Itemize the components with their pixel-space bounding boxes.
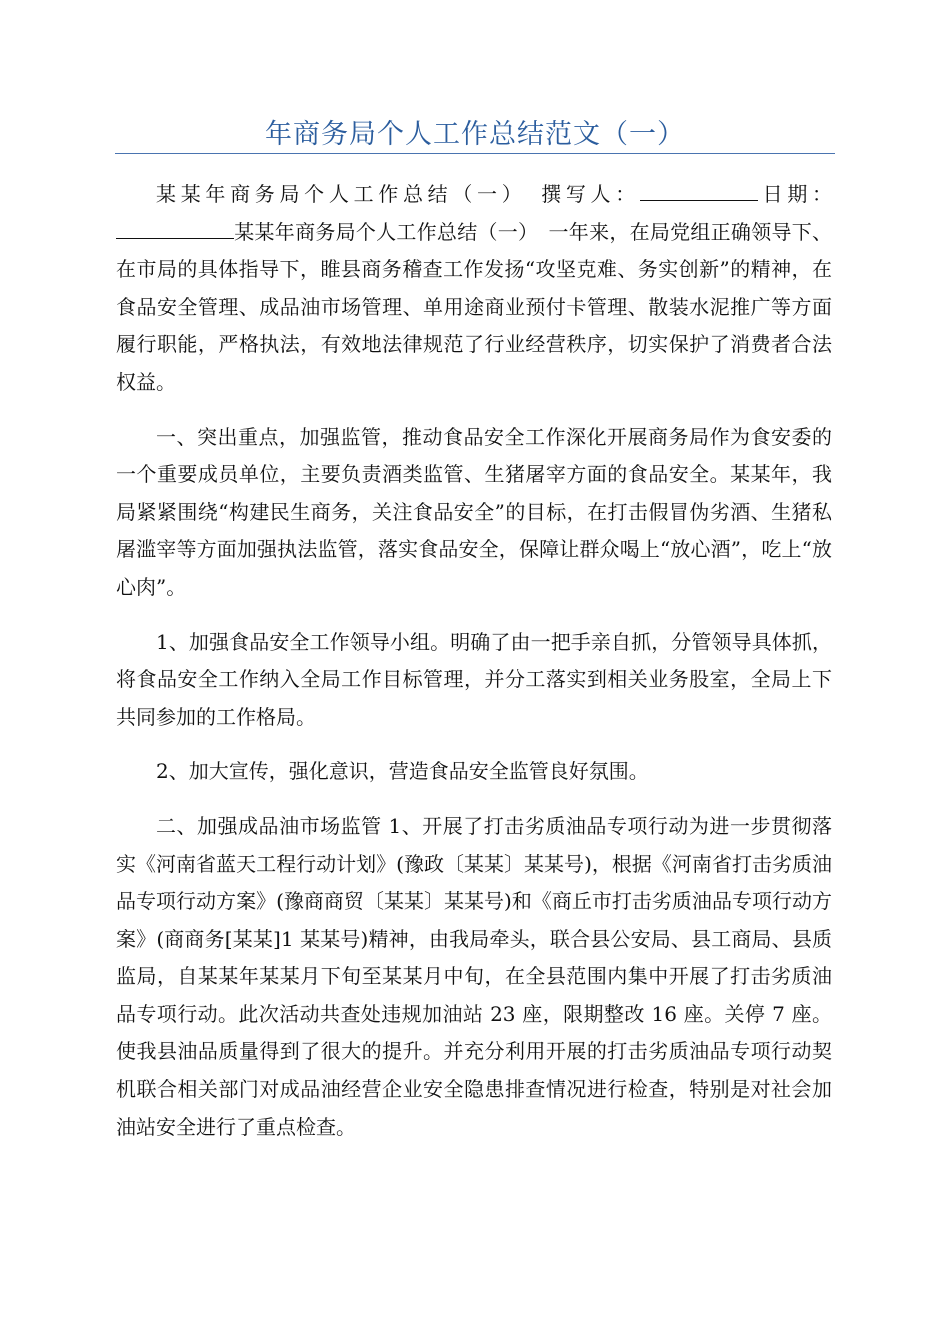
date-label: 日期： (757, 182, 833, 206)
paragraph-oil-market: 二、加强成品油市场监管 1、开展了打击劣质油品专项行动为进一步贯彻落实《河南省蓝天工程行动计划》(豫政〔某某〕某某号)，根据《河南省打击劣质油品专项行动方案》(豫商商贸〔某某〕某某号)和《商丘市打击劣质油品专项行动方案》(商商务[某某]1 某某号)精神，由我局牵头，联合县公安局、县工商局、县质监局，自某某年某某月下旬至某某月中旬，在全县范围内集中开展了打击劣质油品专项行动。此次活动共查处违规加油站 23 座，限期整改 16 座。关停 7 座。使我县油品质量得到了很大的提升。并充分利用开展的打击劣质油品专项行动契机联合相关部门对成品油经营企业安全隐患排查情况进行检查，特别是对社会加油站安全进行了重点检查。 (116, 813, 832, 1139)
document-title: 年商务局个人工作总结范文（一） (265, 119, 685, 150)
paragraph-food-safety: 一、突出重点，加强监管，推动食品安全工作深化开展商务局作为食安委的一个重要成员单位，主要负责酒类监管、生猪屠宰方面的食品安全。某某年，我局紧紧围绕“构建民生商务，关注食品安全”的目标，在打击假冒伪劣酒、生猪私屠滥宰等方面加强执法监管，落实食品安全，保障让群众喝上“放心酒”，吃上“放心肉”。 (116, 424, 832, 599)
title-underline (115, 153, 835, 154)
paragraph-publicity: 2、加大宣传，强化意识，营造食品安全监管良好氛围。 (156, 759, 649, 784)
document-body (116, 176, 832, 1163)
intro-rest: 某某年商务局个人工作总结（一） 一年来，在局党组正确领导下、在市局的具体指导下，睢县商务稽查工作发扬“攻坚克难、务实创新”的精神，在食品安全管理、成品油市场管理、单用途商业预付卡管理、散装水泥推广等方面履行职能，严格执法，有效地法律规范了行业经营秩序，切实保护了消费者合法权益。 (116, 219, 832, 394)
intro-paragraph (116, 176, 832, 402)
author-blank (640, 199, 758, 201)
intro-lead: 某某年商务局个人工作总结（一） 撰写人： (156, 182, 640, 206)
date-blank (116, 237, 234, 239)
paragraph-leadership-group: 1、加强食品安全工作领导小组。明确了由一把手亲自抓，分管领导具体抓，将食品安全工作纳入全局工作目标管理，并分工落实到相关业务股室，全局上下共同参加的工作格局。 (116, 629, 832, 729)
